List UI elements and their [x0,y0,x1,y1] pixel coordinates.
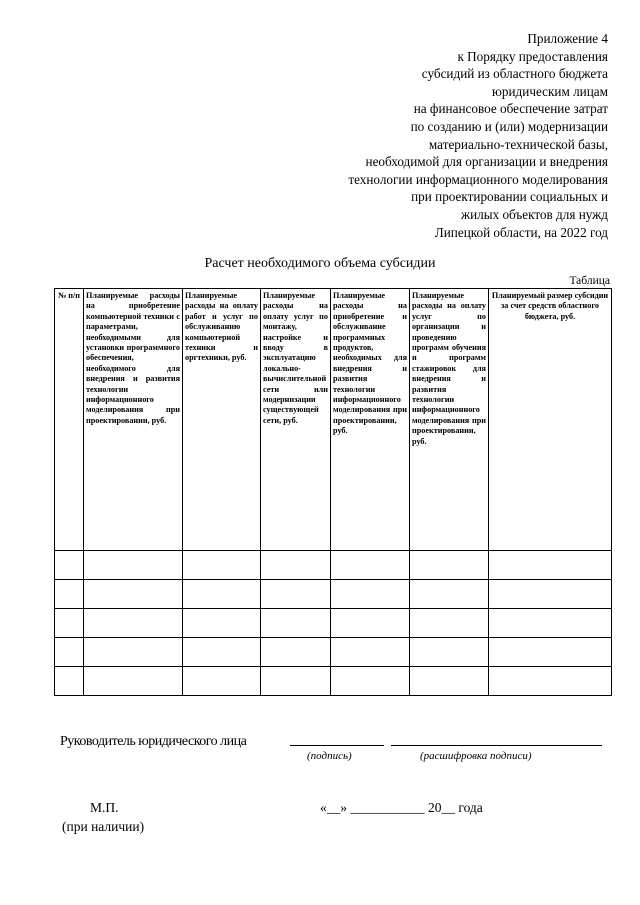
header-cell-subsidy-amount: Планируемый размер субсидии за счет средств областного бюджета, руб. [489,289,612,551]
header-cell-software: Планируемые расходы на приобретение и обслуживание программных продуктов, необходимых для внедрения и развития технологии информационного моделирования при проектировании, руб. [331,289,410,551]
table-cell [183,667,261,696]
table-cell [489,609,612,638]
table-cell [261,667,331,696]
annex-line: на финансовое обеспечение затрат [413,101,608,117]
table-cell [183,609,261,638]
annex-line: субсидий из областного бюджета [421,66,608,82]
table-row [55,667,612,696]
table-cell [261,638,331,667]
subsidy-table [54,288,612,696]
stamp-note: (при наличии) [62,819,145,834]
annex-line: Липецкой области, на 2022 год [434,224,608,240]
table-cell [55,551,84,580]
signature-decode-line [391,745,602,746]
table-cell [183,580,261,609]
table-cell [261,609,331,638]
table-cell [183,551,261,580]
table-row [55,551,612,580]
table-cell [261,551,331,580]
annex-line: к Порядку предоставления [457,48,608,64]
table-cell [84,667,183,696]
table-cell [410,638,489,667]
header-cell-training: Планируемые расходы на оплату услуг по организации и проведению программ обучения и программ стажировок для внедрения и развития технологии информационного моделирования при проектировании, руб. [410,289,489,551]
table-cell [489,551,612,580]
stamp-label: М.П. [90,800,119,815]
signature-label: Руководитель юридического лица [60,734,247,749]
annex-line: технологии информационного моделирования [348,171,608,187]
table-cell [55,638,84,667]
table-row [55,638,612,667]
table-cell [331,609,410,638]
signature-line [290,745,384,746]
table-cell [489,580,612,609]
date-line: «__» ___________ 20__ года [320,800,483,815]
table-cell [331,551,410,580]
table-cell [410,580,489,609]
table-cell [331,667,410,696]
table-cell [489,638,612,667]
table-cell [84,580,183,609]
table-cell [183,638,261,667]
table-cell [331,580,410,609]
table-cell [84,551,183,580]
annex-header [248,30,608,241]
annex-line: материально-технической базы, [428,136,608,152]
document-title: Расчет необходимого объема субсидии [204,256,436,271]
annex-line: жилых объектов для нужд [460,206,608,222]
table-cell [55,580,84,609]
table-cell [84,638,183,667]
table-cell [410,609,489,638]
table-cell [84,609,183,638]
table-label: Таблица [569,275,610,287]
table-cell [410,667,489,696]
header-cell-computer-equipment: Планируемые расходы на приобретение компьютерной техники с параметрами, необходимыми для установки программного обеспечения, необходимого для внедрения и развития технологии информационного моделирования при проектировании, руб. [84,289,183,551]
signature-hint: (подпись) [307,750,352,762]
table-row [55,609,612,638]
annex-line: Приложение 4 [527,31,608,46]
table-row [55,580,612,609]
annex-line: по созданию и (или) модернизации [410,118,608,134]
annex-line: юридическим лицам [492,83,608,99]
header-cell-network: Планируемые расходы на оплату услуг по монтажу, настройке и вводу в эксплуатацию локально-вычислительной сети или модернизации существующей сети, руб. [261,289,331,551]
table-cell [410,551,489,580]
table-cell [261,580,331,609]
header-cell-maintenance: Планируемые расходы на оплату работ и услуг по обслуживанию компьютерной техники и оргтехники, руб. [183,289,261,551]
header-cell-number: № п/п [55,289,84,551]
table-cell [55,609,84,638]
table-cell [489,667,612,696]
annex-line: при проектировании социальных и [411,189,608,205]
table-cell [55,667,84,696]
signature-decode-hint: (расшифровка подписи) [420,750,532,762]
annex-line: необходимой для организации и внедрения [365,154,608,170]
table-header-row [55,289,612,551]
table-cell [331,638,410,667]
